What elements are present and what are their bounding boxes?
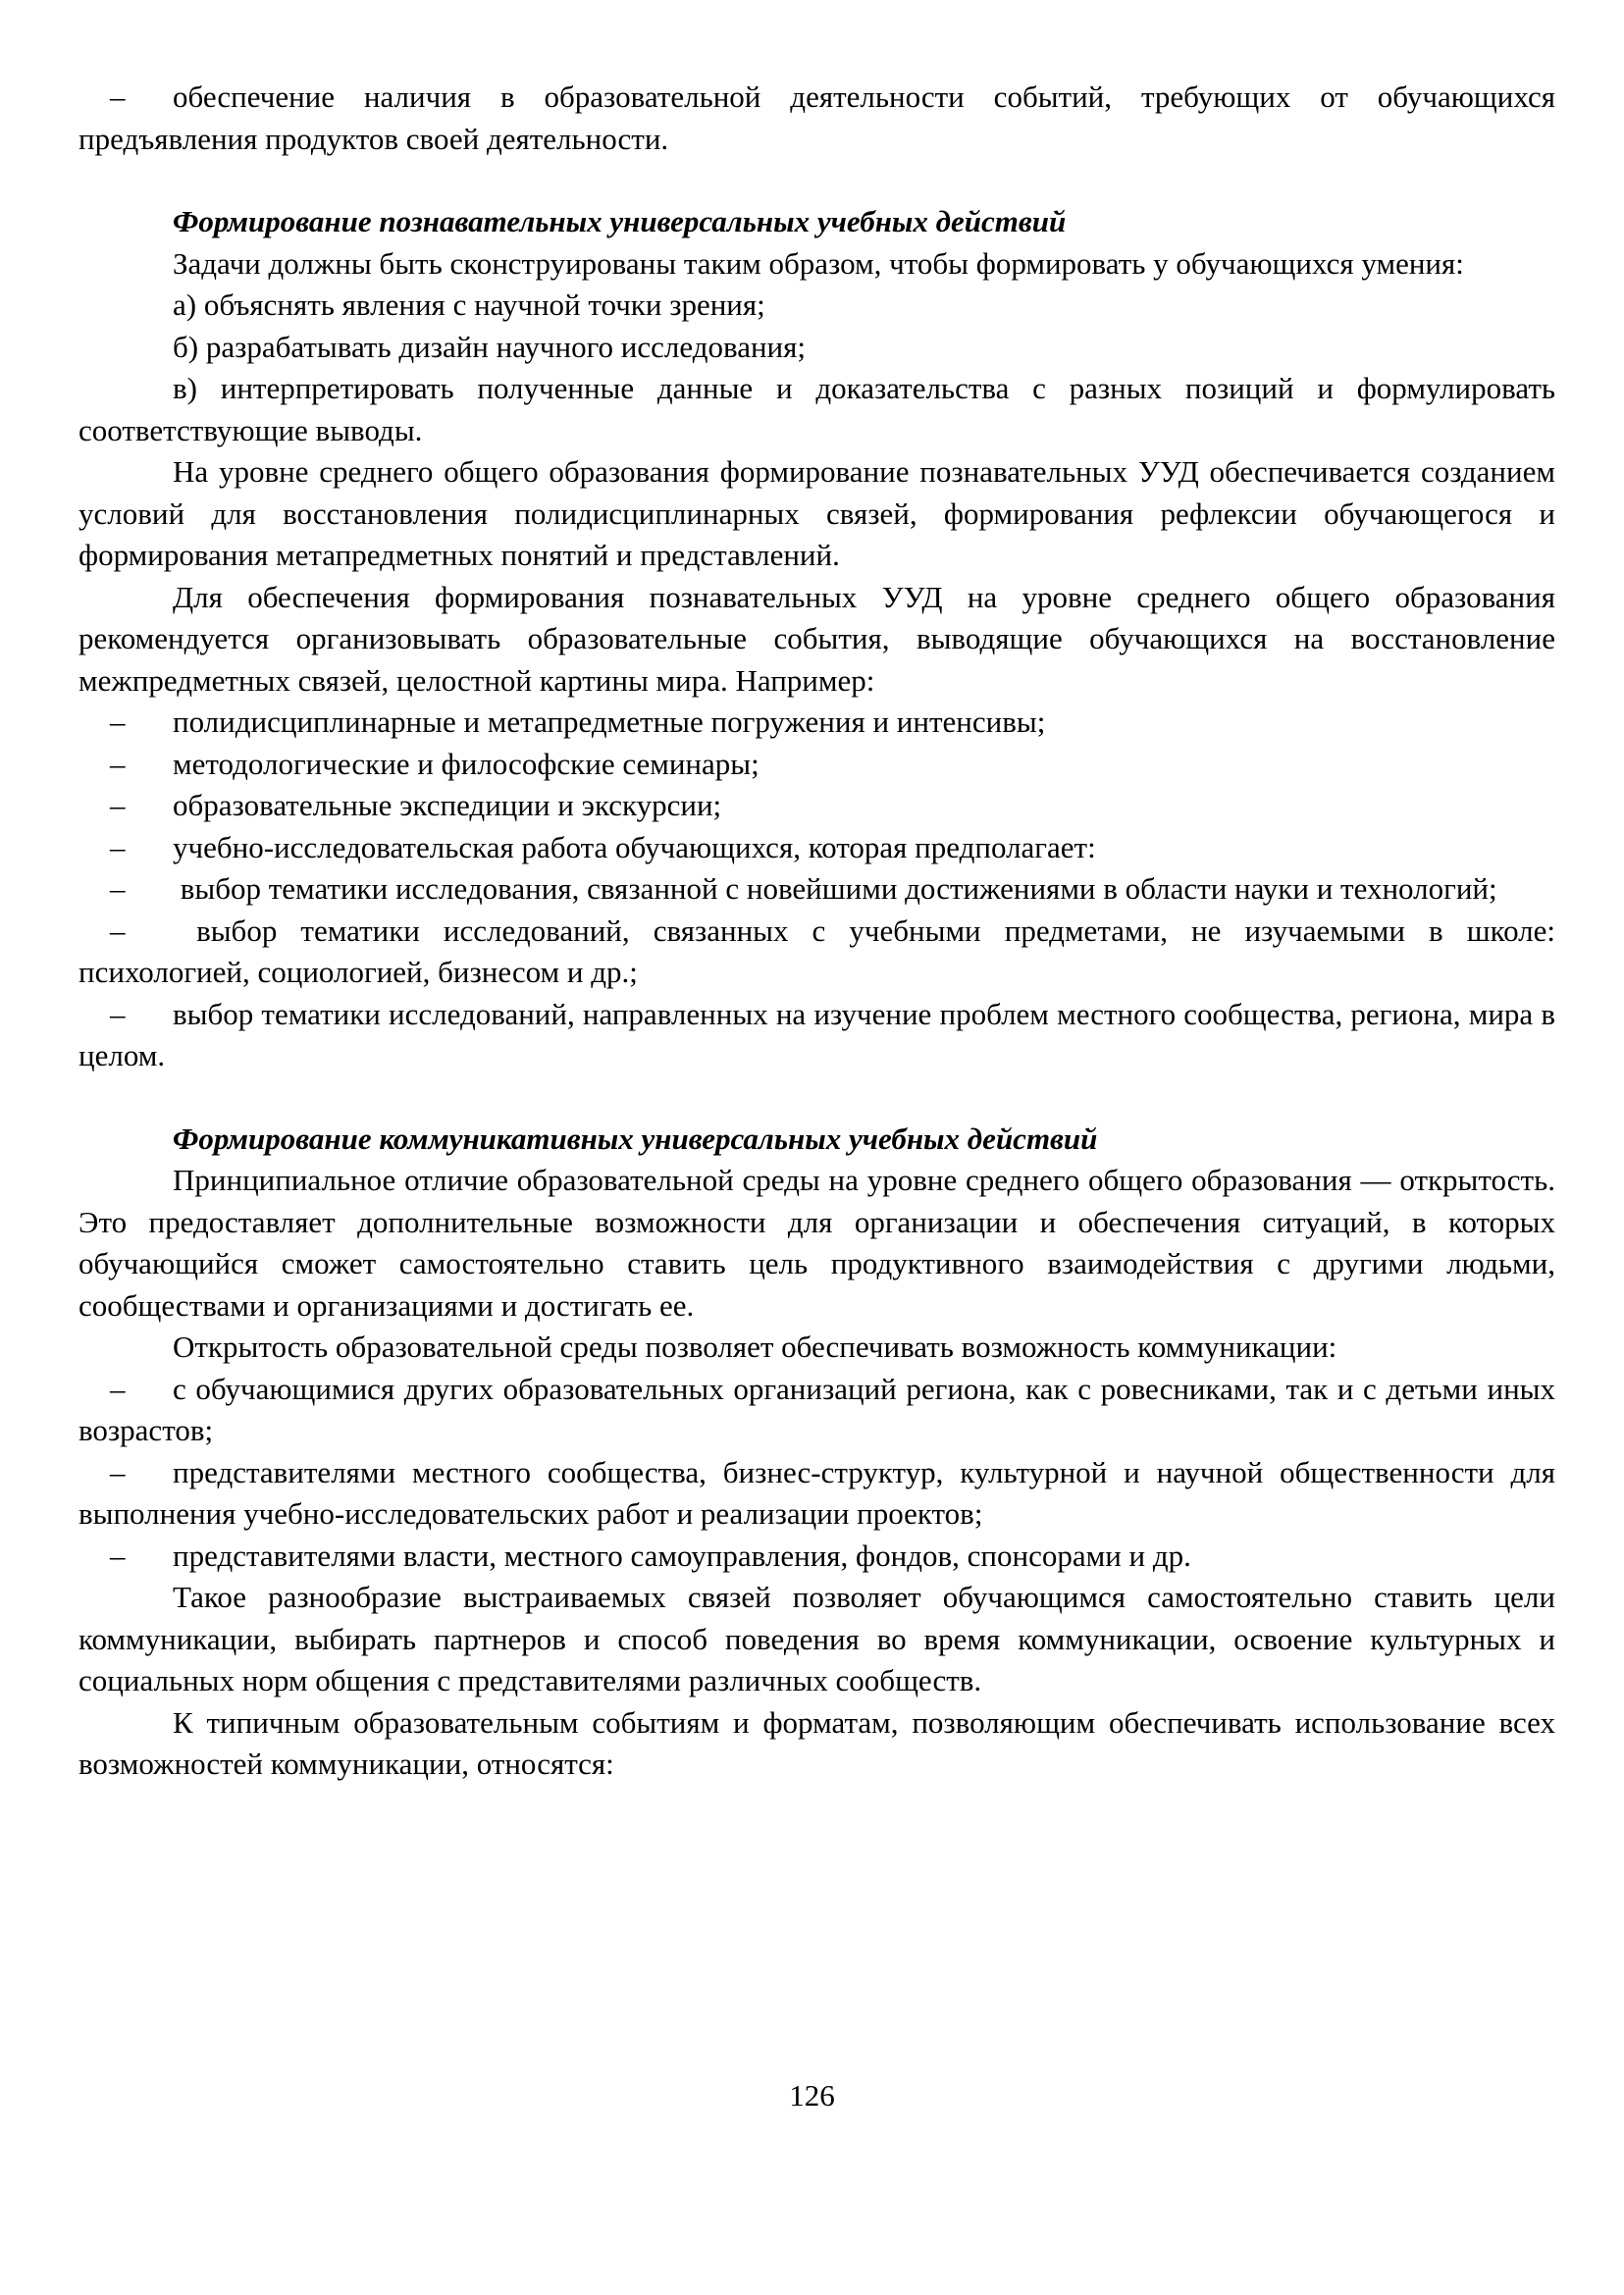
paragraph: Для обеспечения формирования познавательных УУД на уровне среднего общего образования рекомендуется организовывать образовательные события, выводящие обучающихся на восстановление межпредметных связей, целостной картины мира. Например: — [79, 579, 1555, 698]
skill-item: в) интерпретировать полученные данные и доказательства с разных позиций и формулировать соответствующие выводы. — [79, 371, 1555, 447]
dash-marker: – — [110, 1454, 126, 1489]
dash-marker: – — [110, 871, 126, 906]
dash-marker: – — [110, 996, 126, 1031]
paragraph: Принципиальное отличие образовательной среды на уровне среднего общего образования — открытость. Это предоставляет дополнительные возможности для организации и обеспечения ситуаций, в которых обучающийся сможет самостоятельно ставить цель продуктивного взаимодействия с другими людьми, сообществами и организациями и достигать ее. — [79, 1163, 1555, 1323]
paragraph: К типичным образовательным событиям и форматам, позволяющим обеспечивать использование всех возможностей коммуникации, относятся: — [79, 1704, 1555, 1781]
section-gap — [79, 1077, 1555, 1119]
list-item — [79, 994, 1555, 1077]
list-item-text: образовательные экспедиции и экскурсии; — [173, 788, 722, 822]
list-item — [79, 827, 1555, 869]
list-item-text: с обучающимися других образовательных организаций региона, как с ровесниками, так и с детьми иных возрастов; — [79, 1371, 1555, 1447]
list-item — [79, 868, 1555, 911]
dash-marker: – — [110, 746, 126, 781]
list-item — [79, 744, 1555, 786]
section-heading: Формирование познавательных универсальных учебных действий — [173, 204, 1067, 238]
list-item-text: представителями власти, местного самоуправления, фондов, спонсорами и др. — [173, 1538, 1191, 1573]
document-body — [79, 77, 1555, 1786]
list-item-text: выбор тематики исследований, связанных с учебными предметами, не изучаемыми в школе: психологией, социологией, бизнесом и др.; — [79, 913, 1555, 989]
list-item-text: учебно-исследовательская работа обучающихся, которая предполагает: — [173, 829, 1096, 864]
paragraph: Открытость образовательной среды позволяет обеспечивать возможность коммуникации: — [173, 1330, 1337, 1364]
list-item-text: выбор тематики исследования, связанной с новейшими достижениями в области науки и технологий; — [173, 871, 1497, 906]
dash-marker: – — [110, 704, 126, 739]
list-item-text: полидисциплинарные и метапредметные погружения и интенсивы; — [173, 704, 1046, 739]
list-item — [79, 911, 1555, 994]
list-item — [79, 77, 1555, 160]
list-item — [79, 785, 1555, 827]
dash-marker: – — [110, 1371, 126, 1406]
dash-marker: – — [110, 1538, 126, 1573]
skill-item: а) объяснять явления с научной точки зрения; — [173, 287, 765, 322]
dash-marker: – — [110, 829, 126, 864]
section-gap — [79, 160, 1555, 201]
dash-marker: – — [110, 913, 126, 948]
list-item — [79, 1452, 1555, 1536]
list-item-text: выбор тематики исследований, направленных на изучение проблем местного сообщества, региона, мира в целом. — [79, 996, 1555, 1072]
paragraph: Такое разнообразие выстраиваемых связей позволяет обучающимся самостоятельно ставить цели коммуникации, выбирать партнеров и способ поведения во время коммуникации, освоение культурных и социальных норм общения с представителями различных сообществ. — [79, 1580, 1555, 1697]
page-number: 126 — [789, 2078, 835, 2112]
list-item — [79, 1536, 1555, 1578]
dash-marker: – — [110, 788, 126, 822]
list-item-text: методологические и философские семинары; — [173, 746, 760, 781]
list-item-text: представителями местного сообщества, бизнес-структур, культурной и научной общественности для выполнения учебно-исследовательских работ и реализации проектов; — [79, 1454, 1555, 1531]
skill-item: б) разрабатывать дизайн научного исследования; — [173, 329, 807, 364]
paragraph: Задачи должны быть сконструированы таким образом, чтобы формировать у обучающихся умения: — [173, 245, 1464, 281]
list-item — [79, 1369, 1555, 1452]
section-heading: Формирование коммуникативных универсальных учебных действий — [173, 1121, 1098, 1156]
dash-marker: – — [110, 79, 126, 114]
paragraph: На уровне среднего общего образования формирование познавательных УУД обеспечивается созданием условий для восстановления полидисциплинарных связей, формирования рефлексии обучающегося и формирования метапредметных понятий и представлений. — [79, 454, 1555, 572]
list-item-text: обеспечение наличия в образовательной деятельности событий, требующих от обучающихся предъявления продуктов своей деятельности. — [79, 79, 1555, 156]
list-item — [79, 702, 1555, 744]
